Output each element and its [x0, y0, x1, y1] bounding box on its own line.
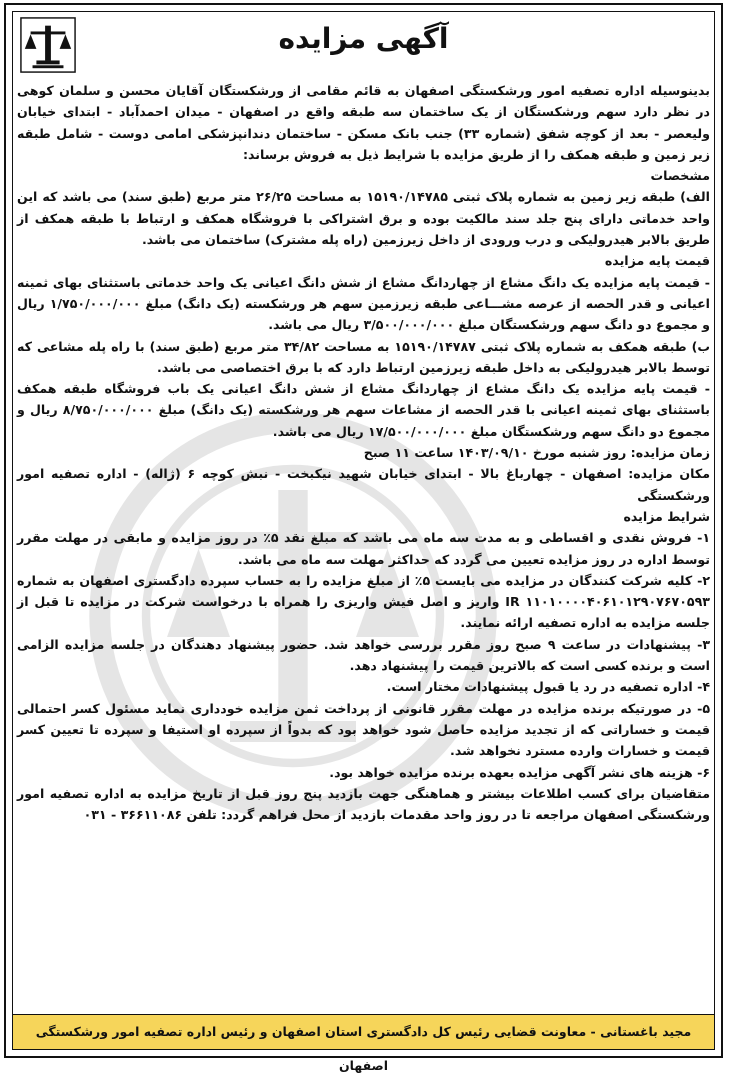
condition-1: ۱- فروش نقدی و اقساطی و به مدت سه ماه می باشد که مبلغ نقد ۵٪ در روز مزایده و مابقی در مهلت مقرر توسط اداره در روز مزایده تعیین می گردد که حداکثر مهلت سه ماه می باشد.	[17, 530, 710, 567]
condition-2: ۲- کلیه شرکت کنندگان در مزایده می بایست ۵٪ از مبلغ مزایده را به حساب سپرده دادگستری اصفهان به شماره IR ۱۱۰۱۰۰۰۰۴۰۶۱۰۱۲۹۰۷۶۷۰۵۹۳ واریز و اصل فیش واریزی را همراه با درخواست شرکت در مزایده تا قبل از جلسه مزایده به اداره تصفیه ارائه نمایند.	[17, 572, 710, 631]
section-heading-specs: مشخصات	[650, 168, 710, 184]
notice-title: آگهی مزایده	[278, 22, 449, 55]
auction-place: مکان مزایده: اصفهان - چهارباغ بالا - ابتدای خیابان شهید نیکبخت - نبش کوچه ۶ (ژاله) - اداره تصفیه امور ورشکستگی	[17, 466, 711, 503]
intro-paragraph: بدینوسیله اداره تصفیه امور ورشکستگی اصفهان به قائم مقامی از ورشکستگان آقایان محسن و سلمان کوهی در نظر دارد سهم ورشکستگان از یک ساختمان سه طبقه واقع در اصفهان - میدان احمدآباد - ابتدای خیابان ولیعصر - بعد از کوچه شفق (شماره ۳۳) جنب بانک مسکن - ساختمان دندانپزشکی امامی دوست - شامل طبقه زیر زمین و طبقه همکف را از طریق مزایده با شرایط ذیل به فروش برساند:	[17, 83, 710, 162]
notice-header	[13, 12, 714, 80]
condition-4: ۴- اداره تصفیه در رد یا قبول پیشنهادات مختار است.	[386, 679, 710, 695]
notice-body	[17, 80, 710, 1009]
item-b-ground-floor: ب) طبقه همکف به شماره پلاک ثبتی ۱۵۱۹۰/۱۴۷۸۷ به مساحت ۳۴/۸۲ متر مربع (طبق سند) با راه پله مشاعی که توسط بالابر هیدرولیکی به داخل طبقه زیرزمین ارتباط دارد که با برق اختصاصی می باشد.	[17, 338, 710, 375]
auction-time: زمان مزایده: روز شنبه مورخ ۱۴۰۳/۰۹/۱۰ ساعت ۱۱ صبح	[363, 445, 710, 461]
notice-frame	[4, 3, 723, 1073]
item-a-basement: الف) طبقه زیر زمین به شماره پلاک ثبتی ۱۵۱۹۰/۱۴۷۸۵ به مساحت ۲۶/۲۵ متر مربع (طبق سند) می باشد که این واحد خدماتی دارای پنج جلد سند مالکیت بوده و برق اشتراکی با فروشگاه همکف و ارتباط با طبقه همکف از طریق بالابر هیدرولیکی و درب ورودی از داخل زیرزمین (راه پله مشترک) ساختمان می باشد.	[17, 189, 710, 248]
notice-inner-border	[12, 11, 715, 1073]
condition-5: ۵- در صورتیکه برنده مزایده در مهلت مقرر قانونی از پرداخت ثمن مزایده خودداری نماید مسئول کسر احتمالی قیمت و خساراتی که از تجدید مزایده حاصل شود خواهد بود که بدواً از سپرده او استیفا و سپرده تا تعیین کسر قیمت و خسارات وارده مسترد نخواهد شد.	[17, 700, 710, 759]
condition-6: ۶- هزینه های نشر آگهی مزایده بعهده برنده مزایده خواهد بود.	[329, 764, 710, 780]
base-price-basement: - قیمت پایه مزایده یک دانگ مشاع از چهاردانگ مشاع از شش دانگ اعیانی یک واحد خدماتی باستثنای بهای ثمینه اعیانی و قدر الحصه از عرصه مشـــاعی طبقه زیرزمین سهم هر ورشکسته (یک دانگ) مبلغ ۱/۷۵۰/۰۰۰/۰۰۰ ریال و مجموع دو دانگ سهم ورشکستگان مبلغ ۳/۵۰۰/۰۰۰/۰۰۰ ریال می باشد.	[17, 274, 710, 333]
base-price-ground-floor: - قیمت پایه مزایده یک دانگ مشاع از چهاردانگ مشاع از شش دانگ اعیانی یک باب فروشگاه طبقه همکف باستثنای بهای ثمینه اعیانی با قدر الحصه از مشاعات سهم هر ورشکسته (یک دانگ) مبلغ ۸/۷۵۰/۰۰۰/۰۰۰ ریال و مجموع دو دانگ سهم ورشکستگان مبلغ ۱۷/۵۰۰/۰۰۰/۰۰۰ ریال می باشد.	[17, 381, 711, 439]
section-heading-base-price: قیمت پایه مزایده	[604, 253, 710, 269]
contact-paragraph: متقاضیان برای کسب اطلاعات بیشتر و هماهنگی جهت بازدید پنج روز قبل از تاریخ مزایده به اداره تصفیه امور ورشکستگی اصفهان مراجعه تا در روز واحد مقدمات بازدید از محل فراهم گردد: تلفن ۳۶۶۱۱۰۸۶ - ۰۳۱	[17, 785, 710, 823]
condition-3: ۳- پیشنهادات در ساعت ۹ صبح روز مقرر بررسی خواهد شد. حضور پیشنهاد دهندگان در جلسه مزایده الزامی است و برنده کسی است که بالاترین قیمت را پیشنهاد دهد.	[17, 636, 710, 674]
signature-footer: مجید باغستانی - معاونت قضایی رئیس کل دادگستری استان اصفهان و رئیس اداره تصفیه امور ورشکستگی اصفهان	[13, 1014, 714, 1049]
section-heading-conditions: شرایط مزایده	[623, 508, 710, 524]
